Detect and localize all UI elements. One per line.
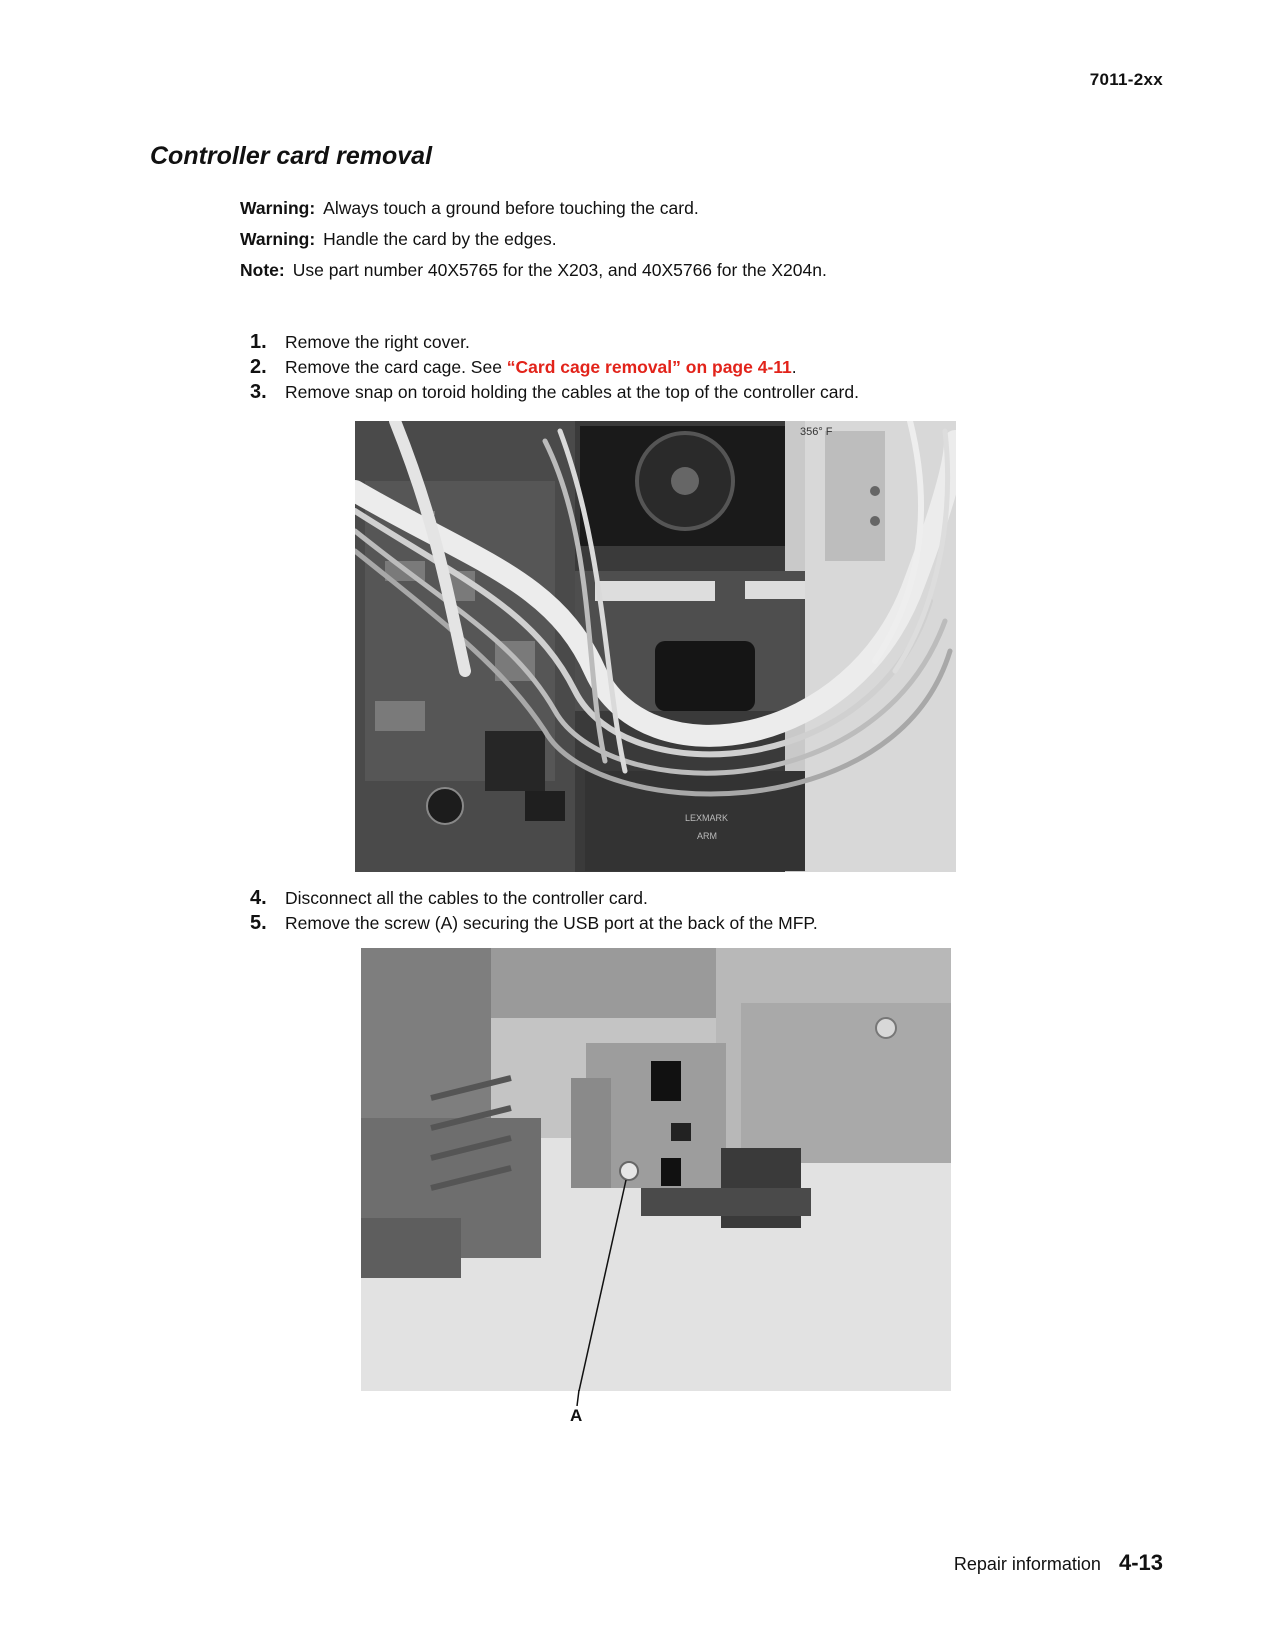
step-2 (240, 356, 859, 381)
warning-ground (240, 198, 827, 219)
step-number: 5. (250, 912, 267, 934)
notice-text: Use part number 40X5765 for the X203, and 40X5766 for the X204n. (292, 260, 827, 280)
notices (240, 198, 827, 291)
step-number: 1. (250, 331, 267, 353)
notice-text: Always touch a ground before touching the card. (323, 198, 699, 218)
steps-list-1 (240, 331, 859, 406)
step-text-before: Remove the card cage. See (285, 357, 507, 377)
note-part-number (240, 260, 827, 281)
usb-port-photo (361, 948, 951, 1391)
notice-text: Handle the card by the edges. (323, 229, 557, 249)
step-5 (240, 912, 818, 937)
step-text-after: . (791, 357, 797, 377)
step-number: 2. (250, 356, 267, 378)
controller-card-photo (355, 421, 956, 872)
footer-section-name: Repair information (953, 1554, 1101, 1574)
step-text: Disconnect all the cables to the controller card. (285, 888, 648, 908)
notice-label: Warning: (240, 229, 316, 249)
document-code: 7011-2xx (1089, 70, 1163, 89)
step-number: 4. (250, 887, 267, 909)
chip-marking-lexmark: LEXMARK (685, 813, 729, 823)
notice-label: Warning: (240, 198, 316, 218)
chip-marking-arm: ARM (697, 831, 717, 841)
step-text: Remove the screw (A) securing the USB port at the back of the MFP. (285, 913, 818, 933)
section-title: Controller card removal (150, 142, 433, 170)
temperature-marking: 356° F (800, 426, 833, 438)
step-number: 3. (250, 381, 267, 403)
steps-list-2 (240, 887, 818, 937)
step-1 (240, 331, 859, 356)
warning-edges (240, 229, 827, 250)
step-text: Remove the right cover. (285, 332, 470, 352)
page-footer (954, 1550, 1163, 1576)
notice-label: Note: (240, 260, 285, 280)
step-text (285, 357, 797, 378)
card-cage-removal-link[interactable]: “Card cage removal” on page 4-11 (506, 357, 792, 377)
page-number: 4-13 (1118, 1550, 1163, 1575)
callout-a-label: A (570, 1406, 583, 1425)
callout-a-leader (570, 1390, 580, 1406)
step-3 (240, 381, 859, 406)
step-text: Remove snap on toroid holding the cables at the top of the controller card. (285, 382, 859, 402)
step-4 (240, 887, 818, 912)
